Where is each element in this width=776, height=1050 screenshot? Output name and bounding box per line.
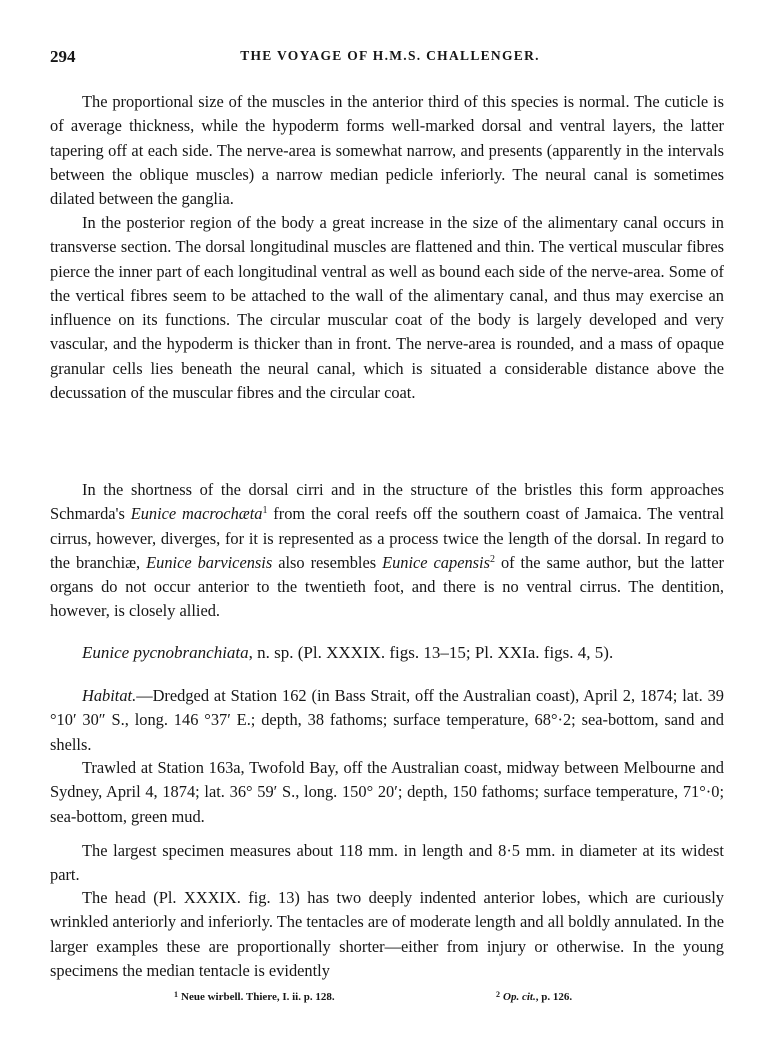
footnote-1: $^1$ Neue wirbell. Thiere, I. ii. p. 128. [174,990,335,1003]
paragraph-head-description: The head (Pl. XXXIX. fig. 13) has two deeply indented anterior lobes, which are curiously wrinkled anteriorly and inferiorly. The tentacles are of moderate length and all boldly annulated. In the larger examples these are proportionally shorter—either from injury or otherwise. In the young specimens the median tentacle is evidently [50,888,724,980]
paragraph-posterior-region: In the posterior region of the body a great increase in the size of the alimentary canal occurs in transverse section. The dorsal longitudinal muscles are flattened and thin. The vertical muscular fibres pierce the inner part of each longitudinal ventral as well as bound each side of the nerve-area. Some of the vertical fibres seem to be attached to the wall of the alimentary canal, and thus may exercise an influence on its functions. The circular muscular coat of the body is largely developed and very vascular, and the hypoderm is thicker than in front. The nerve-area is rounded, and a mass of opaque granular cells lies beneath the neural canal, which is situated a considerable distance above the decussation of the muscular fibres and the circular coat. [50,213,724,403]
species-name: Eunice macrochæta [130,504,263,524]
habitat-label: Habitat. [82,686,137,705]
species-heading: Eunice pycnobranchiata, n. sp. (Pl. XXXIX. figs. 13–15; Pl. XXIa. figs. 4, 5). [82,643,614,662]
habitat-station-162: Habitat.—Dredged at Station 162 (in Bass Strait, off the Australian coast), April 2, 1874; lat. 39 °10′ 30″ S., long. 146 °37′ E.; depth, 38 fathoms; surface temperature, 68°·2; sea-bottom, sand and shells. [50,686,724,754]
paragraph-dorsal-cirri: In the shortness of the dorsal cirri and in the structure of the bristles this form approaches Schmarda's Eunice macrochæta$^1$ from the coral reefs off the southern coast of Jamaica. The ventral cirrus, however, diverges, for it is represented as a process twice the length of the dorsal. In regard to the branchiæ, Eunice barvicensis also resembles Eunice capensis$^2$ of the same author, but the latter organs do not occur anterior to the twentieth foot, and there is no ventral cirrus. The dentition, however, is closely allied. [50,480,725,621]
species-heading-name: Eunice pycnobranchiata [82,643,249,662]
species-name: Eunice capensis [382,552,490,572]
paragraph-muscles-anterior: The proportional size of the muscles in the anterior third of this species is normal. The cuticle is of average thickness, while the hypoderm forms well-marked dorsal and ventral layers, the latter tapering off at each side. The nerve-area is somewhat narrow, and presents (apparently in the intervals between the oblique muscles) a narrow median pedicle inferiorly. The neural canal is sometimes dilated between the ganglia. [50,92,724,209]
footnote-ref: 1 [262,505,268,517]
running-title: THE VOYAGE OF H.M.S. CHALLENGER. [240,48,540,63]
footnotes [0,990,776,1010]
footnote-ref: 2 [489,553,495,565]
species-name: Eunice barvicensis [146,552,273,572]
page-header [50,47,730,71]
footnote-2: $^2$ Op. cit., p. 126. [496,990,573,1003]
paragraph-largest-specimen: The largest specimen measures about 118 mm. in length and 8·5 mm. in diameter at its widest part. [50,841,724,885]
page-number: 294 [50,47,76,66]
habitat-station-163a: Trawled at Station 163a, Twofold Bay, off the Australian coast, midway between Melbourne and Sydney, April 4, 1874; lat. 36° 59′ S., long. 150° 20′; depth, 150 fathoms; surface temperature, 71°·0; sea-bottom, green mud. [50,758,724,826]
